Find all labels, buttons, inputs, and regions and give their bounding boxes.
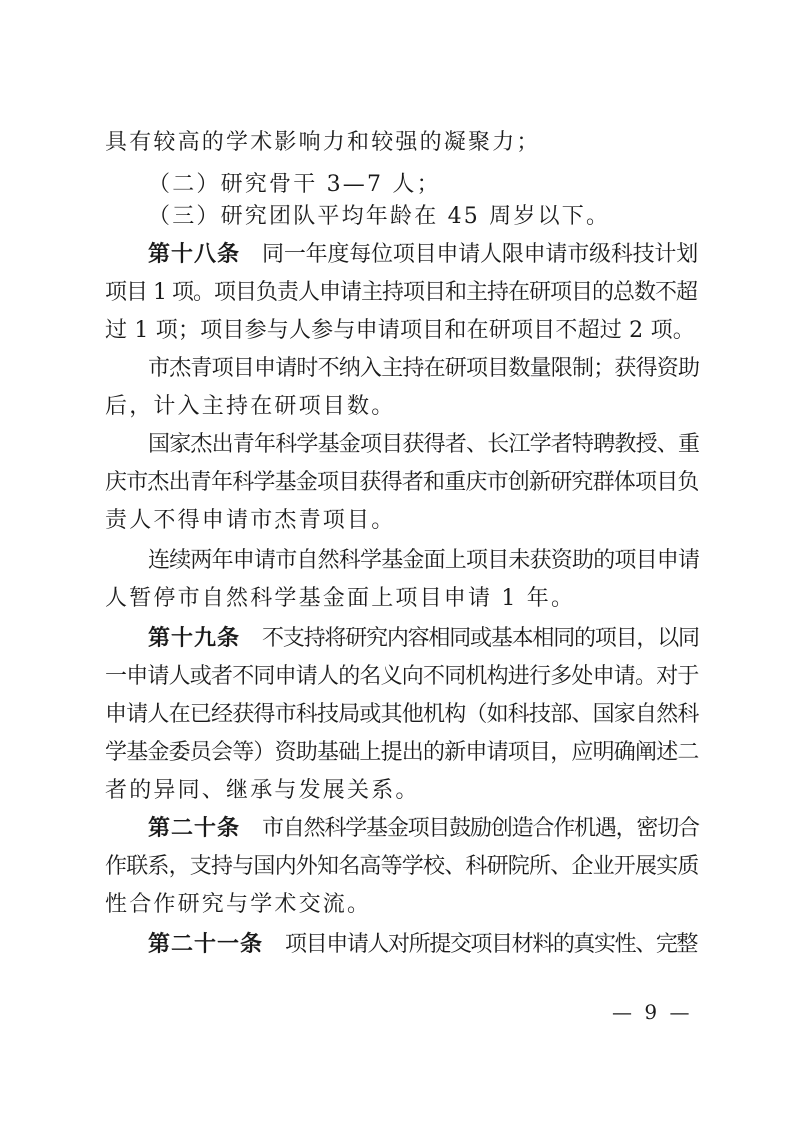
text-line: （三）研究团队平均年龄在 45 周岁以下。: [148, 204, 611, 229]
article-19-heading: 第十九条: [148, 626, 241, 651]
text-line: 性合作研究与学术交流。: [105, 892, 372, 917]
article-18-first-line: [148, 240, 698, 270]
text-line: （二）研究骨干 3—7 人；: [148, 172, 441, 197]
text-line: 具有较高的学术影响力和较强的凝聚力；: [105, 130, 541, 155]
text-line: 学基金委员会等）资助基础上提出的新申请项目，应明确阐述二: [105, 740, 699, 765]
text-line: 申请人在已经获得市科技局或其他机构（如科技部、国家自然科: [105, 702, 699, 727]
text-line: 人暂停市自然科学基金面上项目申请 1 年。: [105, 586, 576, 611]
text-line: 一申请人或者不同申请人的名义向不同机构进行多处申请。对于: [105, 664, 699, 689]
text-line: 项目申请人对所提交项目材料的真实性、完整: [285, 932, 698, 957]
text-line: 责人不得申请市杰青项目。: [105, 508, 396, 533]
text-line: 同一年度每位项目申请人限申请市级科技计划: [262, 242, 699, 267]
article-19-first-line: [148, 624, 699, 654]
text-line: 市杰青项目申请时不纳入主持在研项目数量限制；获得资助: [148, 356, 700, 381]
text-line: 国家杰出青年科学基金项目获得者、长江学者特聘教授、重: [148, 432, 700, 457]
text-line: 市自然科学基金项目鼓励创造合作机遇，密切合: [262, 816, 699, 841]
article-21-heading: 第二十一条: [148, 932, 264, 957]
text-line: 项目 1 项。项目负责人申请主持项目和主持在研项目的总数不超: [105, 280, 697, 305]
text-line: 庆市杰出青年科学基金项目获得者和重庆市创新研究群体项目负: [105, 470, 699, 495]
article-18-heading: 第十八条: [148, 242, 241, 267]
text-line: 过 1 项；项目参与人参与申请项目和在研项目不超过 2 项。: [105, 318, 695, 343]
article-20-first-line: [148, 814, 699, 844]
article-21-first-line: [148, 930, 697, 960]
article-20-heading: 第二十条: [148, 816, 241, 841]
text-line: 作联系，支持与国内外知名高等学校、科研院所、企业开展实质: [105, 854, 699, 879]
page-number: — 9 —: [612, 1000, 693, 1024]
text-line: 不支持将研究内容相同或基本相同的项目，以同: [262, 626, 699, 651]
text-line: 连续两年申请市自然科学基金面上项目未获资助的项目申请: [148, 548, 700, 573]
text-line: 者的异同、继承与发展关系。: [105, 778, 420, 803]
text-line: 后，计入主持在研项目数。: [105, 394, 396, 419]
